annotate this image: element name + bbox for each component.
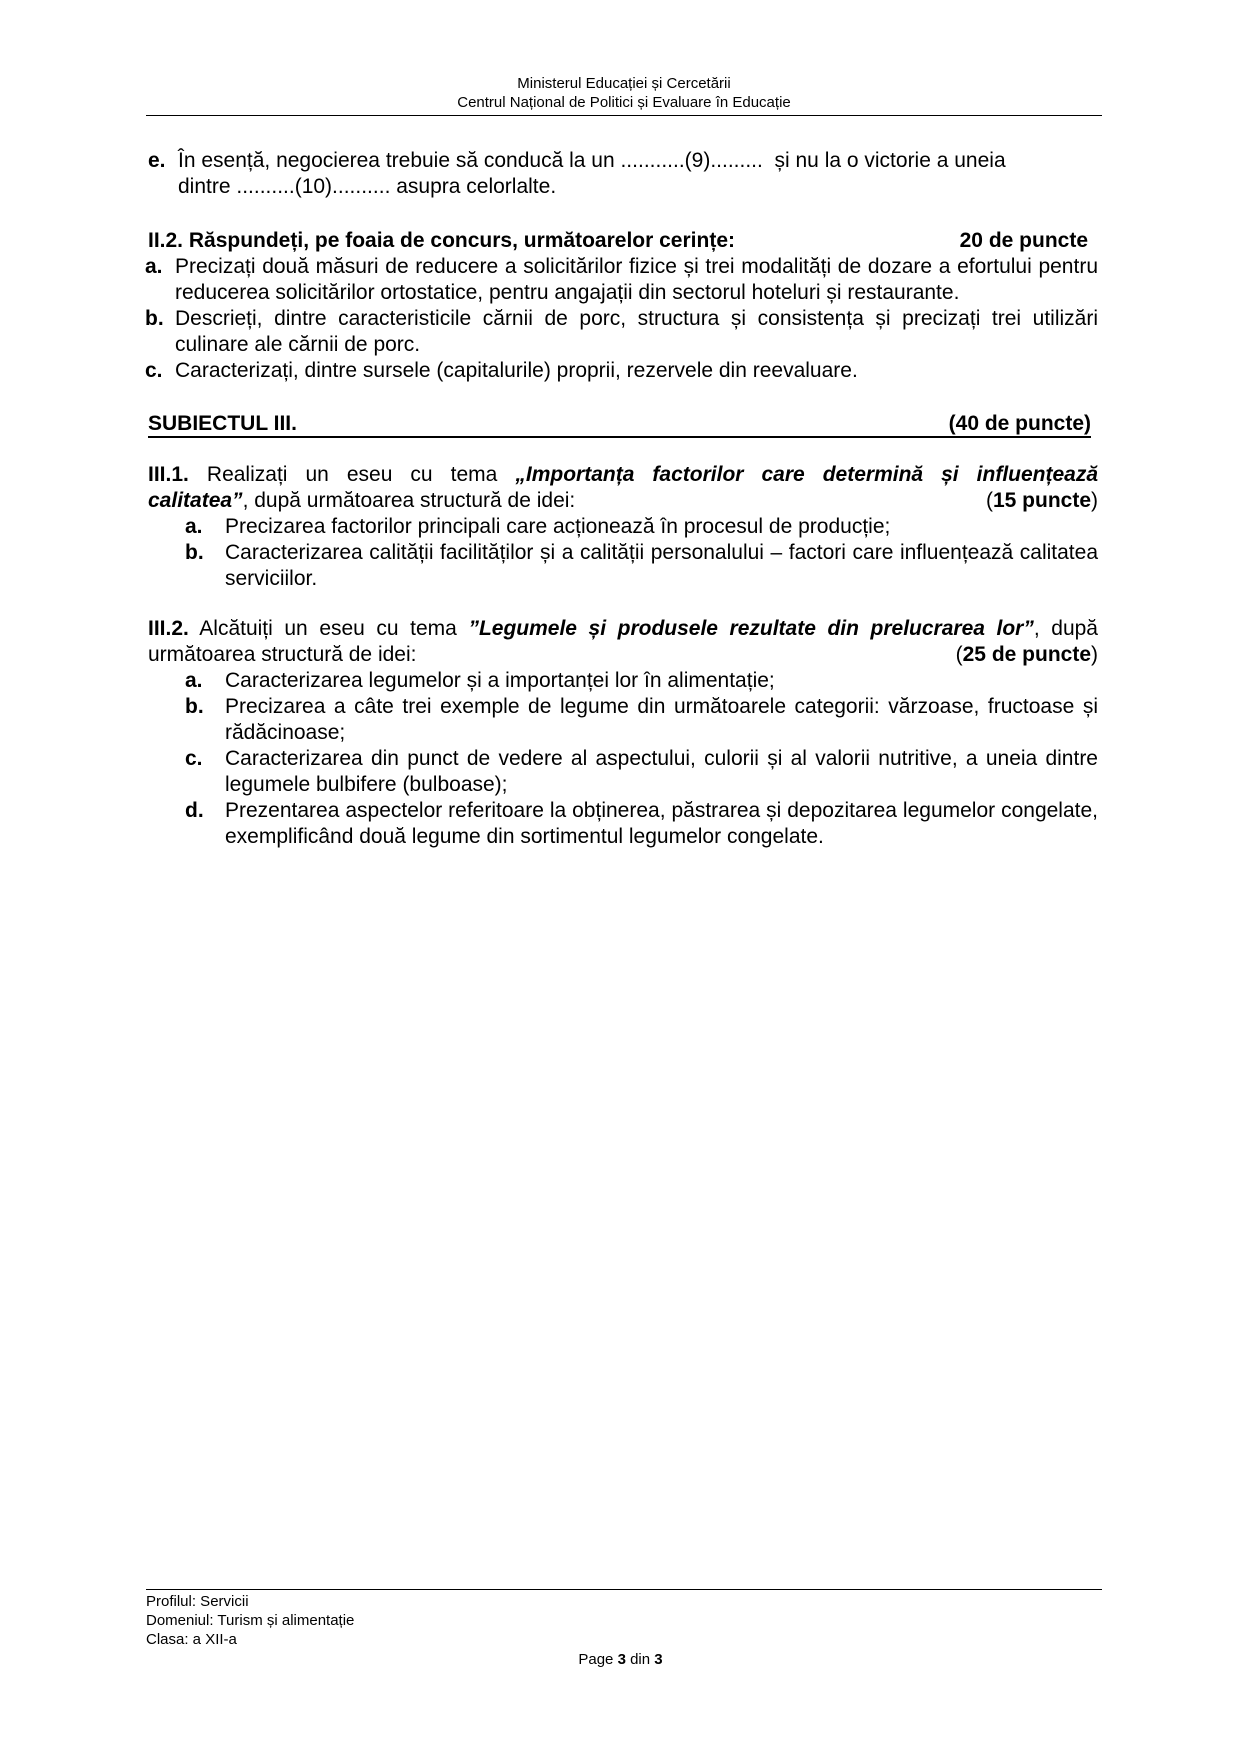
- page-total: 3: [654, 1651, 663, 1668]
- section-iii1-line2: [148, 488, 1098, 514]
- section-ii2-list: [145, 254, 1098, 384]
- list-item: [148, 746, 1098, 798]
- document-header: [146, 74, 1102, 116]
- item-text: Caracterizați, dintre sursele (capitalurile) proprii, rezervele din reevaluare.: [175, 359, 858, 382]
- list-item: [145, 254, 1098, 306]
- page-current: 3: [617, 1651, 626, 1668]
- item-text: Precizați două măsuri de reducere a solicitărilor fizice și trei modalități de dozare a efortului pentru reducerea solicitărilor ortostatice, pentru angajații din sectorul hoteluri și restaurante.: [175, 255, 1098, 304]
- list-item: [148, 514, 1098, 540]
- section-iii2-label: III.2.: [148, 617, 189, 640]
- section-iii2-line1: [148, 616, 1098, 642]
- subject-iii-title: SUBIECTUL III.: [148, 412, 297, 435]
- list-item: [148, 798, 1098, 850]
- section-iii2-after: , după: [1033, 617, 1098, 640]
- item-text: Precizarea factorilor principali care acționează în procesul de producție;: [225, 515, 891, 538]
- subject-iii-points: (40 de puncte): [948, 412, 1091, 435]
- item-label: a.: [185, 669, 203, 692]
- footer-profile: Profilul: Servicii: [146, 1593, 249, 1610]
- item-label: e.: [148, 149, 166, 172]
- item-label: a.: [145, 255, 163, 278]
- page-number: Page 3 din 3: [578, 1651, 663, 1668]
- item-text: Caracterizarea din punct de vedere al aspectului, culorii și al valorii nutritive, a uneia dintre legumele bulbifere (bulboase);: [225, 747, 1098, 796]
- item-e: [148, 148, 1098, 200]
- header-ministry: Ministerul Educației și Cercetării: [517, 75, 731, 92]
- section-iii1-theme-part1: „Importanța factorilor care determină și influențează: [515, 463, 1099, 486]
- item-label: c.: [185, 747, 203, 770]
- page-content: [145, 148, 1099, 850]
- list-item: [145, 358, 1098, 384]
- item-text: Prezentarea aspectelor referitoare la obținerea, păstrarea și depozitarea legumelor congelate, exemplificând două legume din sortimentul legumelor congelate.: [225, 799, 1098, 848]
- section-iii1-points: (15 puncte): [985, 489, 1098, 512]
- section-iii1-theme-part2: calitatea”: [148, 489, 243, 512]
- item-e-line2: dintre ..........(10).......... asupra celorlalte.: [178, 175, 557, 198]
- section-iii2: [148, 616, 1098, 850]
- section-ii2-points: 20 de puncte: [959, 229, 1088, 252]
- item-text: Caracterizarea calității facilităților și a calității personalului – factori care influențează calitatea serviciilor.: [225, 541, 1098, 590]
- header-center: Centrul Național de Politici și Evaluare în Educație: [457, 94, 791, 111]
- item-label: a.: [185, 515, 203, 538]
- subject-iii-heading: [148, 412, 1091, 438]
- section-iii2-theme: ”Legumele și produsele rezultate din prelucrarea lor”: [468, 617, 1034, 640]
- item-label: b.: [145, 307, 164, 330]
- item-text: Caracterizarea legumelor și a importanței lor în alimentație;: [225, 669, 775, 692]
- list-item: [145, 306, 1098, 358]
- footer-class: Clasa: a XII-a: [146, 1631, 237, 1648]
- footer-domain: Domeniul: Turism și alimentație: [146, 1612, 355, 1629]
- item-text: Descrieți, dintre caracteristicile cărnii de porc, structura și consistența și precizați trei utilizări culinare ale cărnii de porc.: [175, 307, 1098, 356]
- item-text: Precizarea a câte trei exemple de legume din următoarele categorii: vărzoase, fructoase și rădăcinoase;: [225, 695, 1098, 744]
- section-iii1-after: , după următoarea structură de idei:: [242, 489, 576, 512]
- item-e-line1: În esență, negocierea trebuie să conducă la un ...........(9)......... și nu la o victorie a uneia: [178, 149, 1006, 172]
- section-iii1-intro: Realizați un eseu cu tema: [206, 463, 498, 486]
- section-iii2-line2: [148, 642, 1098, 668]
- section-iii2-structure: următoarea structură de idei:: [148, 643, 417, 666]
- section-ii2-title: II.2. Răspundeți, pe foaia de concurs, următoarelor cerințe:: [148, 229, 735, 252]
- section-ii2-heading: [148, 228, 1088, 254]
- list-item: [148, 540, 1098, 592]
- section-iii2-intro: Alcătuiți un eseu cu tema: [199, 617, 457, 640]
- list-item: [148, 694, 1098, 746]
- item-label: c.: [145, 359, 163, 382]
- section-iii1-line1: [148, 462, 1098, 488]
- section-iii1-label: III.1.: [148, 463, 189, 486]
- section-iii2-points: (25 de puncte): [955, 643, 1098, 666]
- list-item: [148, 668, 1098, 694]
- section-iii1: [148, 462, 1098, 592]
- document-footer: [146, 1589, 1102, 1649]
- item-label: b.: [185, 695, 204, 718]
- item-label: b.: [185, 541, 204, 564]
- item-label: d.: [185, 799, 204, 822]
